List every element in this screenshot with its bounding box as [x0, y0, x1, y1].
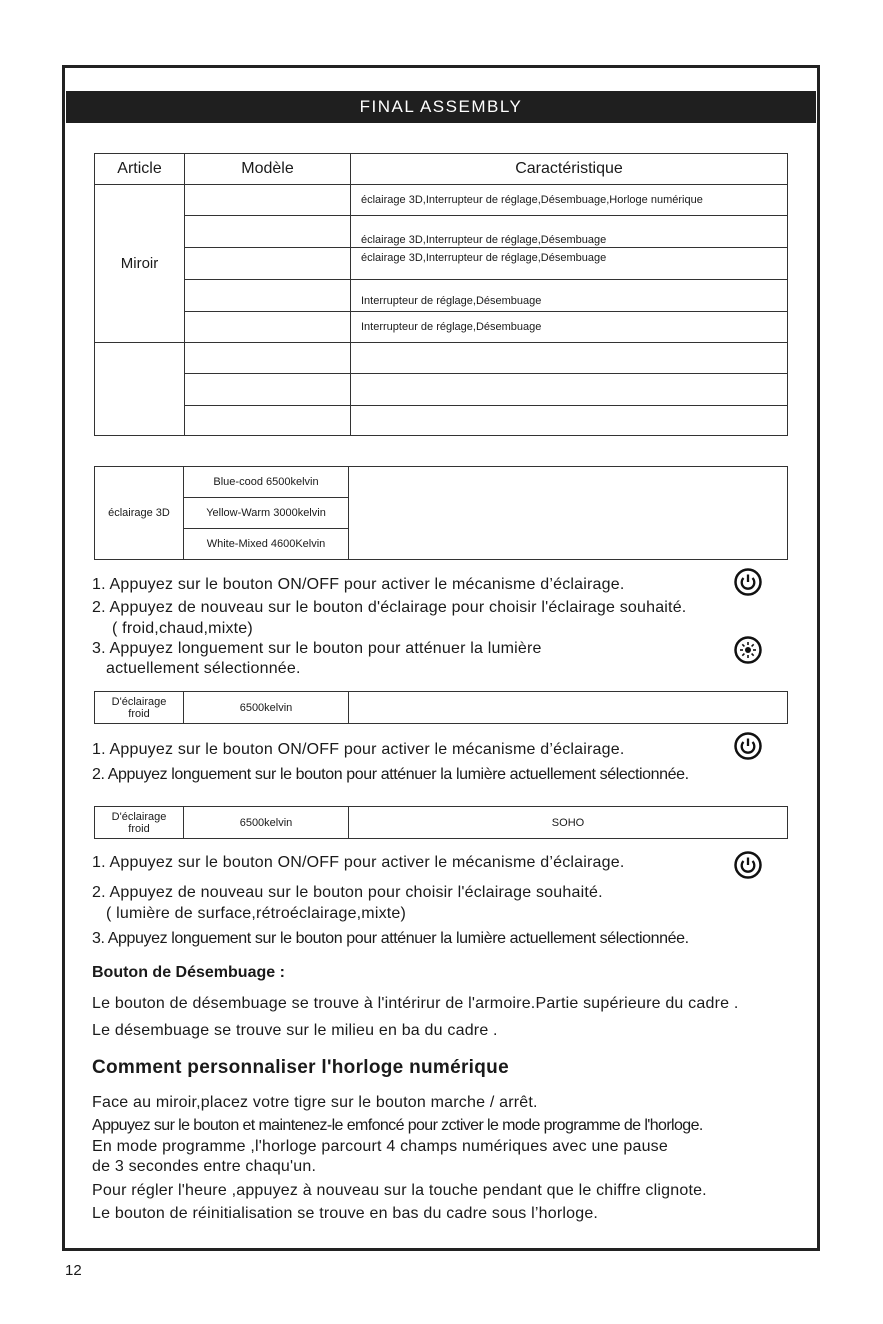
article-miroir: Miroir — [95, 185, 185, 343]
defog-line: Le désembuage se trouve sur le milieu en ba du cadre . — [92, 1022, 498, 1039]
instruction-line: 2. Appuyez de nouveau sur le bouton d'éclairage pour choisir l'éclairage souhaité. — [92, 599, 687, 616]
feature-cell: Interrupteur de réglage,Désembuage — [351, 280, 788, 312]
cold-light-label — [95, 807, 184, 839]
model-table — [94, 153, 788, 436]
power-icon — [734, 851, 762, 879]
model-cell — [185, 343, 351, 374]
feature-cell: Interrupteur de réglage,Désembuage — [351, 312, 788, 343]
feature-cell: éclairage 3D,Interrupteur de réglage,Désembuage,Horloge numérique — [351, 185, 788, 216]
clock-line: Appuyez sur le bouton et maintenez-le emfoncé pour zctiver le mode programme de l'horloge. — [92, 1117, 703, 1134]
feature-cell — [351, 374, 788, 406]
clock-line: Face au miroir,placez votre tigre sur le bouton marche / arrêt. — [92, 1094, 538, 1111]
clock-line: Pour régler l'heure ,appuyez à nouveau sur la touche pendant que le chiffre clignote. — [92, 1182, 707, 1199]
instruction-line: 3. Appuyez longuement sur le bouton pour atténuer la lumière actuellement sélectionnée. — [92, 930, 689, 947]
instruction-line: actuellement sélectionnée. — [106, 660, 301, 677]
instruction-line: 2. Appuyez de nouveau sur le bouton pour choisir l'éclairage souhaité. — [92, 884, 603, 901]
header-model: Modèle — [185, 154, 351, 185]
model-cell — [185, 216, 351, 248]
instruction-line: 1. Appuyez sur le bouton ON/OFF pour activer le mécanisme d’éclairage. — [92, 854, 625, 871]
defog-line: Le bouton de désembuage se trouve à l'intérirur de l'armoire.Partie supérieure du cadre . — [92, 995, 739, 1012]
model-cell — [185, 280, 351, 312]
feature-cell: éclairage 3D,Interrupteur de réglage,Désembuage — [351, 216, 788, 248]
clock-heading: Comment personnaliser l'horloge numérique — [92, 1057, 509, 1078]
dimmer-icon — [734, 636, 762, 664]
instruction-line: 2. Appuyez longuement sur le bouton pour atténuer la lumière actuellement sélectionnée. — [92, 766, 689, 783]
header-article: Article — [95, 154, 185, 185]
header-feature: Caractéristique — [351, 154, 788, 185]
instruction-line: 3. Appuyez longuement sur le bouton pour atténuer la lumière — [92, 640, 542, 657]
soho-table — [94, 806, 788, 839]
label-line: D'éclairage — [111, 695, 167, 708]
mode-cell: White-Mixed 4600Kelvin — [184, 529, 349, 560]
power-icon — [734, 732, 762, 760]
cold-light-label — [95, 692, 184, 724]
power-icon — [734, 568, 762, 596]
instruction-line: 1. Appuyez sur le bouton ON/OFF pour activer le mécanisme d’éclairage. — [92, 576, 625, 593]
lighting-blank-cell — [349, 467, 788, 560]
instruction-line: ( froid,chaud,mixte) — [112, 620, 253, 637]
cold-light-table — [94, 691, 788, 724]
kelvin-cell: 6500kelvin — [184, 692, 349, 724]
section-banner: FINAL ASSEMBLY — [66, 91, 816, 123]
clock-line: Le bouton de réinitialisation se trouve en bas du cadre sous l’horloge. — [92, 1205, 599, 1222]
kelvin-cell: 6500kelvin — [184, 807, 349, 839]
label-line: froid — [128, 707, 150, 720]
article-empty — [95, 343, 185, 436]
feature-cell — [351, 406, 788, 436]
label-line: froid — [128, 822, 150, 835]
extra-cell — [349, 692, 788, 724]
mode-cell: Yellow-Warm 3000kelvin — [184, 498, 349, 529]
label-line: D'éclairage — [111, 810, 167, 823]
clock-line: En mode programme ,l'horloge parcourt 4 champs numériques avec une pause — [92, 1138, 668, 1155]
instruction-line: 1. Appuyez sur le bouton ON/OFF pour activer le mécanisme d’éclairage. — [92, 741, 625, 758]
model-cell — [185, 312, 351, 343]
page-number: 12 — [65, 1262, 82, 1279]
lighting-3d-table — [94, 466, 788, 560]
defog-heading: Bouton de Désembuage : — [92, 964, 285, 981]
feature-cell — [351, 343, 788, 374]
model-cell — [185, 248, 351, 280]
feature-cell: éclairage 3D,Interrupteur de réglage,Désembuage — [351, 248, 788, 280]
lighting-3d-label: éclairage 3D — [95, 467, 184, 560]
model-cell — [185, 406, 351, 436]
mode-cell: Blue-cood 6500kelvin — [184, 467, 349, 498]
soho-cell: SOHO — [349, 807, 788, 839]
model-cell — [185, 374, 351, 406]
clock-line: de 3 secondes entre chaqu'un. — [92, 1158, 317, 1175]
model-cell — [185, 185, 351, 216]
instruction-line: ( lumière de surface,rétroéclairage,mixte) — [106, 905, 407, 922]
